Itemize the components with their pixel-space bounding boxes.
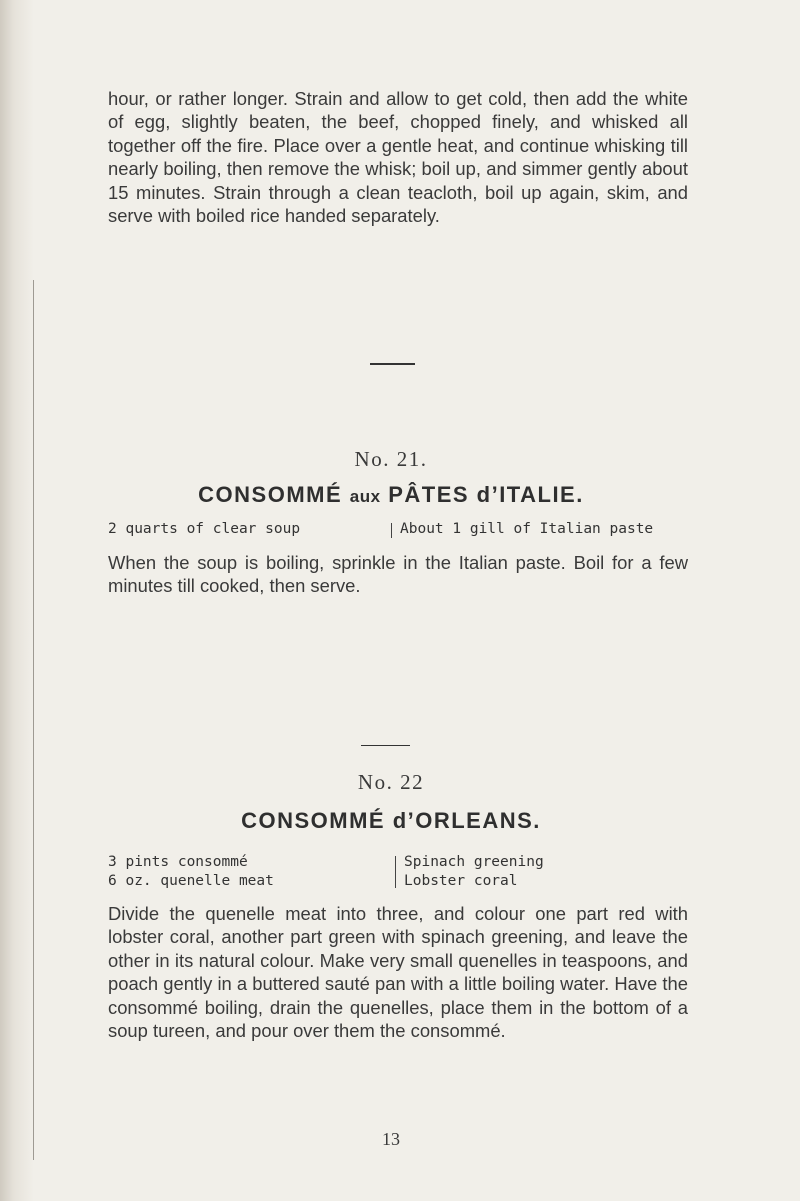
recipe-title-part: CONSOMMÉ: [198, 482, 343, 507]
ingredient-list: [108, 853, 274, 891]
ingredient-item: 2 quarts of clear soup: [108, 521, 301, 537]
ingredient-list: [404, 853, 544, 891]
ingredient-separator: [391, 523, 392, 538]
page-number: 13: [382, 1129, 400, 1149]
continued-paragraph: hour, or rather longer. Strain and allow to get cold, then add the white of egg, slightly beaten, the beef, chopped finely, and whisked all together off the fire. Place over a gentle heat, and continue whisking till nearly boiling, then remove the whisk; boil up, and simmer gently about 15 minutes. Strain through a clean teacloth, boil up again, skim, and serve with boiled rice handed separately.: [108, 88, 688, 227]
recipe-method: When the soup is boiling, sprinkle in the Italian paste. Boil for a few minutes till cooked, then serve.: [108, 552, 688, 597]
ingredient-item: 3 pints consommé: [108, 854, 248, 870]
recipe-number: No. 22: [357, 770, 425, 794]
ingredient-item: Spinach greening: [404, 854, 544, 870]
recipe-title: [0, 482, 782, 508]
recipe-number: No. 21.: [354, 447, 428, 471]
section-divider: [370, 363, 415, 365]
recipe-title-connector: aux: [349, 487, 381, 506]
binding-line: [33, 280, 34, 1160]
section-divider: [361, 745, 410, 746]
ingredient-list: [400, 520, 653, 539]
ingredient-item: Lobster coral: [404, 873, 518, 889]
ingredient-item: 6 oz. quenelle meat: [108, 873, 274, 889]
ingredient-separator: [395, 856, 396, 888]
recipe-title: CONSOMMÉ d’ORLEANS.: [241, 808, 541, 833]
binding-edge: [0, 0, 34, 1201]
recipe-title-part: PÂTES d’ITALIE.: [388, 482, 584, 507]
ingredient-list: [108, 520, 300, 539]
recipe-method: Divide the quenelle meat into three, and colour one part red with lobster coral, another part green with spinach greening, and leave the other in its natural colour. Make very small quenelles in teaspoons, and poach gently in a buttered sauté pan with a little boiling water. Have the consommé boiling, drain the quenelles, place them in the bottom of a soup tureen, and pour over them the consommé.: [108, 903, 688, 1042]
ingredient-item: About 1 gill of Italian paste: [400, 521, 654, 537]
